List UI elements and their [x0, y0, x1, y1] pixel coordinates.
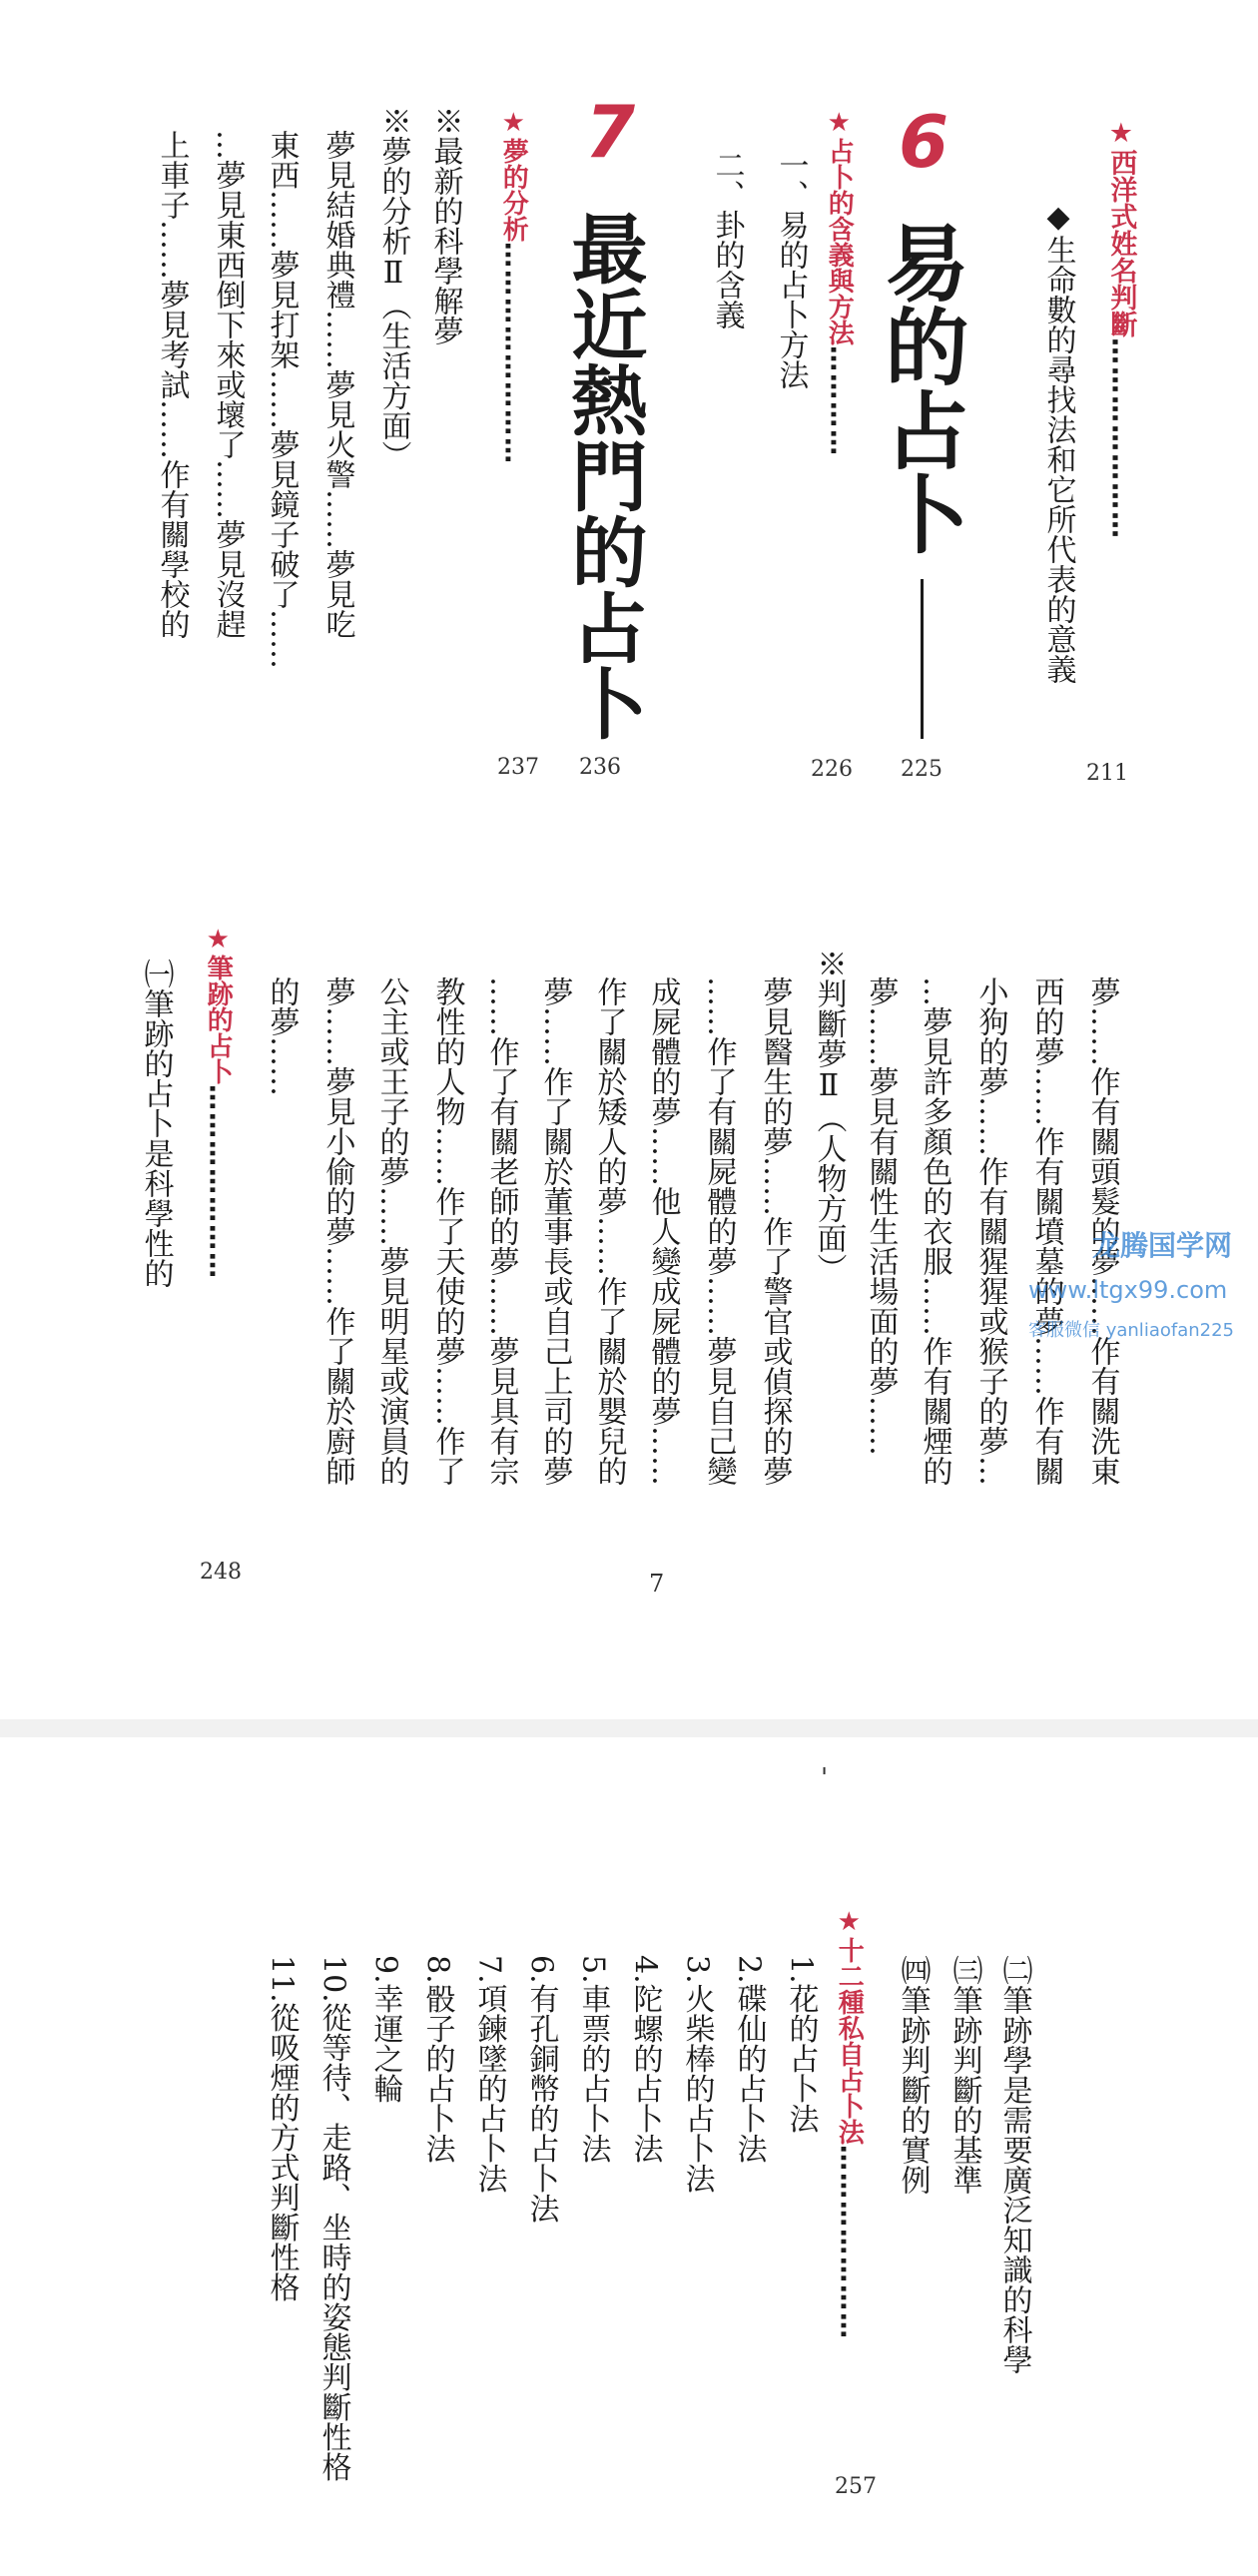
twelve-item-2: 2.碟仙的占卜法	[731, 1955, 767, 2164]
western-name-item: ◆生命數的尋找法和它所代表的意義	[1040, 200, 1076, 684]
handwriting-item-1: ㈠筆跡的占卜是科學性的	[138, 959, 174, 1288]
chapter7-page: 236	[579, 755, 621, 780]
watermark-title: 龙腾国学网	[1092, 1229, 1233, 1262]
continued-item-16: 的夢……	[264, 976, 300, 1096]
stray-mark: '	[821, 1763, 829, 1793]
dream-section-page: 237	[497, 755, 539, 780]
divination-item-1: 一、易的占卜方法	[773, 150, 809, 389]
handwriting-section-page: 248	[200, 1560, 242, 1585]
chapter6-number: 6	[899, 100, 949, 184]
chapter7-title: 最近熱門的占卜	[559, 210, 648, 741]
twelve-item-1: 1.花的占卜法	[783, 1955, 819, 2134]
chapter7-number: 7	[585, 90, 636, 174]
continued-item-6: ※判斷夢Ⅱ（人物方面）	[811, 949, 847, 1283]
page-bottom	[0, 1737, 1258, 2576]
handwriting-item-3: ㈢筆跡判斷的基準	[946, 1955, 982, 2195]
twelve-item-6: 6.有孔銅幣的占卜法	[523, 1955, 559, 2224]
continued-item-5: 夢……夢見有關性生活場面的夢……	[863, 976, 899, 1456]
dream-item-6: 上車子……夢見考試……作有關學校的	[154, 130, 190, 639]
dream-item-2: ※夢的分析Ⅱ（生活方面）	[375, 106, 411, 470]
continued-item-4: …夢見許多顏色的衣服……作有關煙的	[917, 976, 952, 1486]
dream-item-4: 東西……夢見打架……夢見鏡子破了……	[264, 130, 300, 669]
chapter6-page: 225	[901, 757, 943, 782]
continued-item-2: 西的夢……作有關墳墓的夢……作有關	[1028, 976, 1064, 1486]
chapter6-title: 易的占卜	[872, 220, 970, 555]
twelve-item-7: 7.項鍊墜的占卜法	[471, 1955, 507, 2194]
continued-item-11: 夢……作了關於董事長或自己上司的夢	[537, 976, 573, 1486]
twelve-item-5: 5.車票的占卜法	[575, 1955, 611, 2164]
dream-item-3: 夢見結婚典禮……夢見火警……夢見吃	[319, 130, 355, 639]
twelve-section-page: 257	[835, 2474, 877, 2499]
continued-item-7: 夢見醫生的夢……作了警官或偵探的夢	[757, 976, 793, 1486]
continued-item-15: 夢……夢見小偷的夢……作了關於廚師	[319, 976, 355, 1486]
handwriting-item-4: ㈣筆跡判斷的實例	[895, 1955, 931, 2195]
handwriting-section-label: ★筆跡的占卜…………………	[203, 925, 234, 1280]
western-name-page: 211	[1086, 761, 1128, 786]
divination-section-label: ★占卜的含義與方法…………	[824, 108, 855, 457]
twelve-item-4: 4.陀螺的占卜法	[627, 1955, 663, 2164]
continued-item-8: ……作了有關屍體的夢……夢見自己變	[701, 976, 737, 1486]
dream-item-1: ※最新的科學解夢	[427, 106, 463, 345]
continued-item-1: 夢……作有關頭髮的夢……作有關洗東	[1084, 976, 1120, 1486]
dream-item-5: …夢見東西倒下來或壞了……夢見沒趕	[210, 130, 246, 639]
watermark-url: www.ltgx99.com	[1028, 1276, 1228, 1304]
twelve-item-8: 8.骰子的占卜法	[419, 1955, 455, 2164]
continued-item-13: 教性的人物……作了天使的夢……作了	[429, 976, 465, 1486]
divination-section-page: 226	[811, 757, 853, 782]
twelve-item-9: 9.幸運之輪	[367, 1955, 403, 2104]
continued-item-14: 公主或王子的夢……夢見明星或演員的	[373, 976, 409, 1486]
twelve-item-3: 3.火柴棒的占卜法	[679, 1955, 715, 2194]
watermark-contact: 客服微信 yanliaofan225	[1028, 1320, 1234, 1341]
continued-item-3: 小狗的夢……作有關猩猩或猴子的夢…	[972, 976, 1008, 1486]
dream-section-label: ★夢的分析……………………	[498, 108, 529, 465]
page-number: 7	[649, 1570, 665, 1598]
twelve-section-label: ★十二種私自占卜法…………………	[834, 1907, 865, 2340]
page-divider	[0, 1719, 1258, 1737]
continued-item-12: ……作了有關老師的夢……夢見具有宗	[483, 976, 519, 1486]
handwriting-item-2: ㈡筆跡學是需要廣泛知識的科學	[996, 1955, 1032, 2374]
continued-item-10: 作了關於矮人的夢……作了關於嬰兒的	[591, 976, 627, 1486]
divination-item-2: 二、卦的含義	[709, 150, 745, 329]
continued-item-9: 成屍體的夢……他人變成屍體的夢……	[645, 976, 681, 1486]
chapter6-dash	[921, 579, 924, 739]
twelve-item-10: 10.從等待、走路、坐時的姿態判斷性格	[315, 1955, 351, 2482]
twelve-item-11: 11.從吸煙的方式判斷性格	[264, 1955, 300, 2302]
western-name-label: ★西洋式姓名判斷…………………	[1105, 118, 1137, 540]
